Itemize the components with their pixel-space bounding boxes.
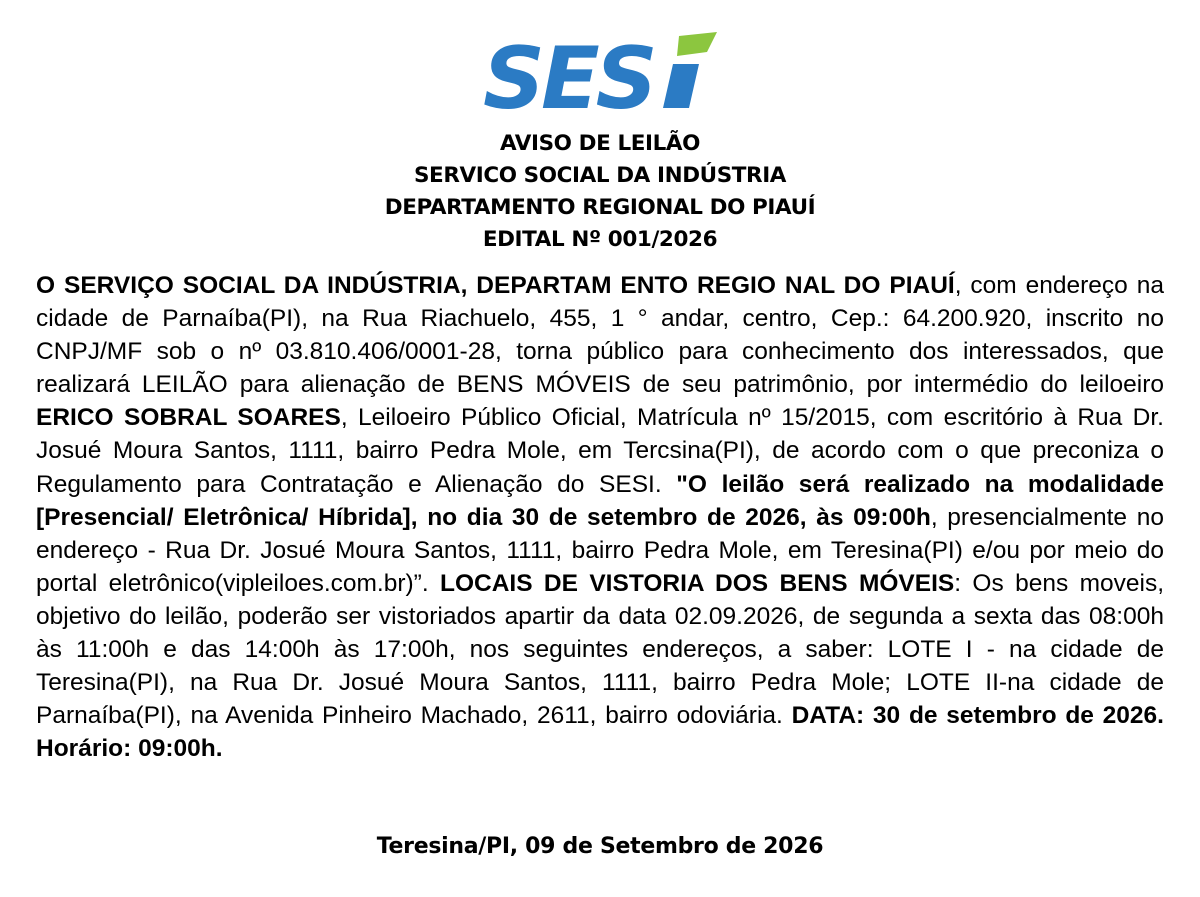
department-name: DEPARTAMENTO REGIONAL DO PIAUÍ — [384, 195, 816, 220]
body-text-3: , presencialmente no endereço - Rua Dr. Josué Moura Santos, 1111, bairro Pedra Mole, em Teresina(PI) e/ou por meio do portal eletrônico(vipleiloes.com.br)”. — [36, 503, 1164, 597]
notice-body — [36, 269, 1164, 765]
body-organization: O SERVIÇO SOCIAL DA INDÚSTRIA, DEPARTAM ENTO REGIO NAL DO PIAUÍ — [36, 272, 955, 299]
body-text-2: , Leiloeiro Público Oficial, Matrícula nº 15/2015, com escritório à Rua Dr. Josué Moura Santos, 1111, bairro Pedra Mole, em Tercsina(PI), de acordo com o que preconiza o Regulamento para Contratação e Alienação do SESI. — [36, 404, 1164, 498]
sesi-logo — [481, 22, 731, 122]
body-auctioneer: ERICO SOBRAL SOARES — [36, 404, 341, 432]
body-inspection-heading: LOCAIS DE VISTORIA DOS BENS MÓVEIS — [440, 569, 955, 597]
organization-name: SERVICO SOCIAL DA INDÚSTRIA — [413, 163, 787, 188]
sesi-logo-graphic — [481, 22, 731, 122]
body-date-time: DATA: 30 de setembro de 2026. Horário: 09:00h. — [36, 702, 1164, 763]
notice-headings — [0, 128, 1200, 256]
signature-line: Teresina/PI, 09 de Setembro de 2026 — [376, 834, 824, 859]
notice-title: AVISO DE LEILÃO — [499, 131, 701, 156]
edital-number: EDITAL Nº 001/2026 — [482, 227, 718, 252]
svg-text:SES: SES — [483, 29, 654, 122]
body-text-1: , com endereço na cidade de Parnaíba(PI), na Rua Riachuelo, 455, 1 ° andar, centro, Cep.: 64.200.920, inscrito no CNPJ/MF sob o nº 03.810.406/0001-28, torna público para conhecimento dos interessados, que realizará LEILÃO para alienação de BENS MÓVEIS de seu patrimônio, por intermédio do leiloeiro — [36, 272, 1164, 399]
body-text-4: : Os bens moveis, objetivo do leilão, poderão ser vistoriados apartir da data 02.09.2026, de segunda a sexta das 08:00h às 11:00h e das 14:00h às 17:00h, nos seguintes endereços, a saber: LOTE I - na cidade de Teresina(PI), na Rua Dr. Josué Moura Santos, 1111, bairro Pedra Mole; LOTE II-na cidade de Parnaíba(PI), na Avenida Pinheiro Machado, 2611, bairro odoviária. — [36, 569, 1165, 730]
body-auction-modality: "O leilão será realizado na modalidade [Presencial/ Eletrônica/ Híbrida], no dia 30 de setembro de 2026, às 09:00h — [36, 470, 1164, 531]
